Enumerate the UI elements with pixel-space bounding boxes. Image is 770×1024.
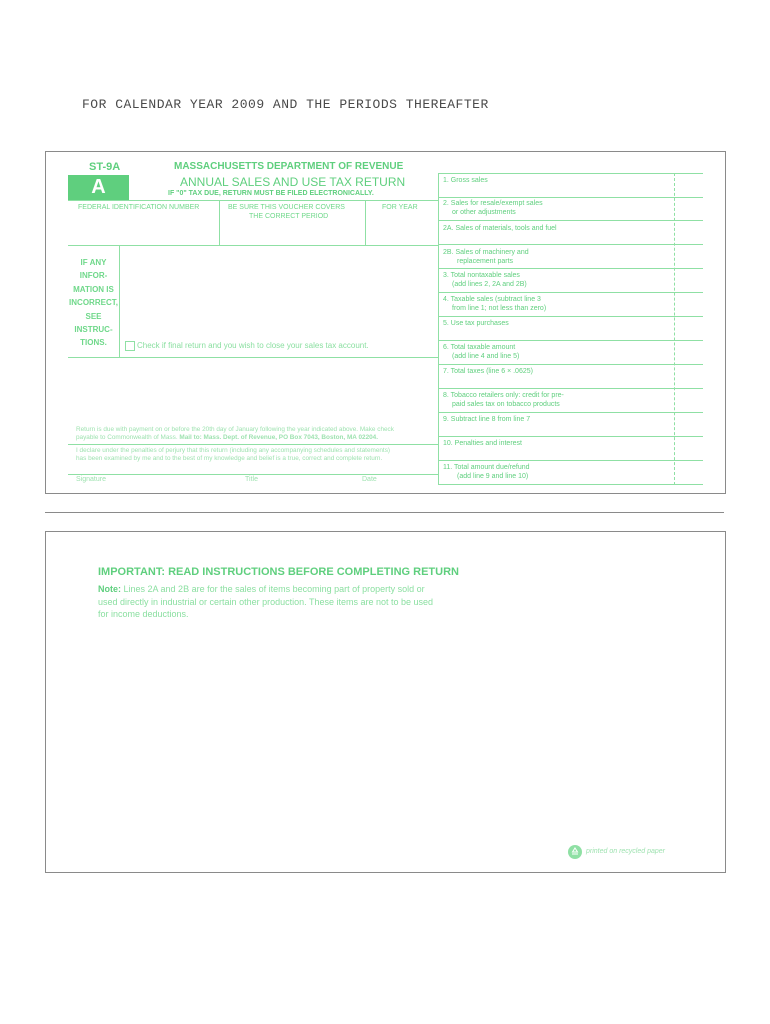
line-rule-13 xyxy=(438,484,703,485)
address-divider xyxy=(119,245,120,357)
mail-rule xyxy=(68,444,438,445)
due-date-text: Return is due with payment on or before the 20th day of January following the year indicated above. Make check payable to Commonwealth of Mass. Mail to: Mass. Dept. of Revenue, PO Box 7043, Boston, MA 02204. xyxy=(76,426,394,441)
recycled-paper-note: printed on recycled paper xyxy=(586,848,665,855)
id-divider-2 xyxy=(365,200,366,245)
voucher-form xyxy=(45,151,726,494)
voucher-label-line2: THE CORRECT PERIOD xyxy=(249,213,329,220)
instructions-heading: IMPORTANT: READ INSTRUCTIONS BEFORE COMPLETING RETURN xyxy=(98,566,459,578)
line-9-label: 9. Subtract line 8 from line 7 xyxy=(443,416,531,423)
perjury-statement: I declare under the penalties of perjury that this return (including any accompanying schedules and statements) has been examined by me and to the best of my knowledge and belief is a true, correct and complete return. xyxy=(76,447,391,462)
line-rule-1 xyxy=(438,197,703,198)
line-rule-11 xyxy=(438,436,703,437)
id-divider-1 xyxy=(219,200,220,245)
id-row-bottom-rule xyxy=(68,245,438,246)
line-2-label: 2. Sales for resale/exempt sales or other adjustments xyxy=(443,200,543,216)
line-rule-8 xyxy=(438,364,703,365)
fein-label: FEDERAL IDENTIFICATION NUMBER xyxy=(78,204,200,211)
date-label: Date xyxy=(362,476,377,483)
line-rule-10 xyxy=(438,412,703,413)
instructions-note: Note: Lines 2A and 2B are for the sales of items becoming part of property sold or used directly in industrial or certain other production. These items are not to be used for income deductions. xyxy=(98,584,434,619)
line-rule-9 xyxy=(438,388,703,389)
recycle-icon xyxy=(568,845,582,859)
line-rule-0 xyxy=(438,173,703,174)
line-5-label: 5. Use tax purchases xyxy=(443,320,509,327)
line-6-label: 6. Total taxable amount (add line 4 and line 5) xyxy=(443,344,520,360)
line-7-label: 7. Total taxes (line 6 × .0625) xyxy=(443,368,533,375)
title-label: Title xyxy=(245,476,258,483)
signature-label: Signature xyxy=(76,476,106,483)
line-1-label: 1. Gross sales xyxy=(443,177,488,184)
line-rule-2 xyxy=(438,220,703,221)
line-rule-4 xyxy=(438,268,703,269)
form-badge: A xyxy=(68,175,129,200)
line-3-label: 3. Total nontaxable sales (add lines 2, 2A and 2B) xyxy=(443,272,527,288)
page-header: FOR CALENDAR YEAR 2009 AND THE PERIODS THEREAFTER xyxy=(82,97,489,112)
id-row-top-rule xyxy=(68,200,438,201)
line-rule-5 xyxy=(438,292,703,293)
address-bottom-rule xyxy=(68,357,438,358)
voucher-label-line1: BE SURE THIS VOUCHER COVERS xyxy=(228,204,345,211)
line-2a-label: 2A. Sales of materials, tools and fuel xyxy=(443,225,557,232)
line-10-label: 10. Penalties and interest xyxy=(443,440,522,447)
signature-rule xyxy=(68,474,438,475)
tear-line xyxy=(45,512,724,513)
form-code: ST-9A xyxy=(89,161,121,173)
final-return-label: Check if final return and you wish to close your sales tax account. xyxy=(137,341,369,350)
department-name: MASSACHUSETTS DEPARTMENT OF REVENUE xyxy=(174,161,404,172)
line-rule-12 xyxy=(438,460,703,461)
form-subtitle: IF "0" TAX DUE, RETURN MUST BE FILED ELECTRONICALLY. xyxy=(168,190,374,197)
line-2b-label: 2B. Sales of machinery and replacement parts xyxy=(443,249,529,265)
year-label: FOR YEAR xyxy=(382,204,418,211)
line-8-label: 8. Tobacco retailers only: credit for pre- paid sales tax on tobacco products xyxy=(443,392,564,408)
line-11-label: 11. Total amount due/refund (add line 9 and line 10) xyxy=(443,464,530,480)
line-rule-7 xyxy=(438,340,703,341)
line-rule-6 xyxy=(438,316,703,317)
line-rule-3 xyxy=(438,244,703,245)
instructions-panel xyxy=(45,531,726,873)
form-title: ANNUAL SALES AND USE TAX RETURN xyxy=(180,175,406,189)
info-incorrect-note: IF ANY INFOR- MATION IS INCORRECT, SEE INSTRUC- TIONS. xyxy=(69,258,118,348)
line-4-label: 4. Taxable sales (subtract line 3 from line 1; not less than zero) xyxy=(443,296,547,312)
final-return-checkbox[interactable] xyxy=(125,341,135,351)
